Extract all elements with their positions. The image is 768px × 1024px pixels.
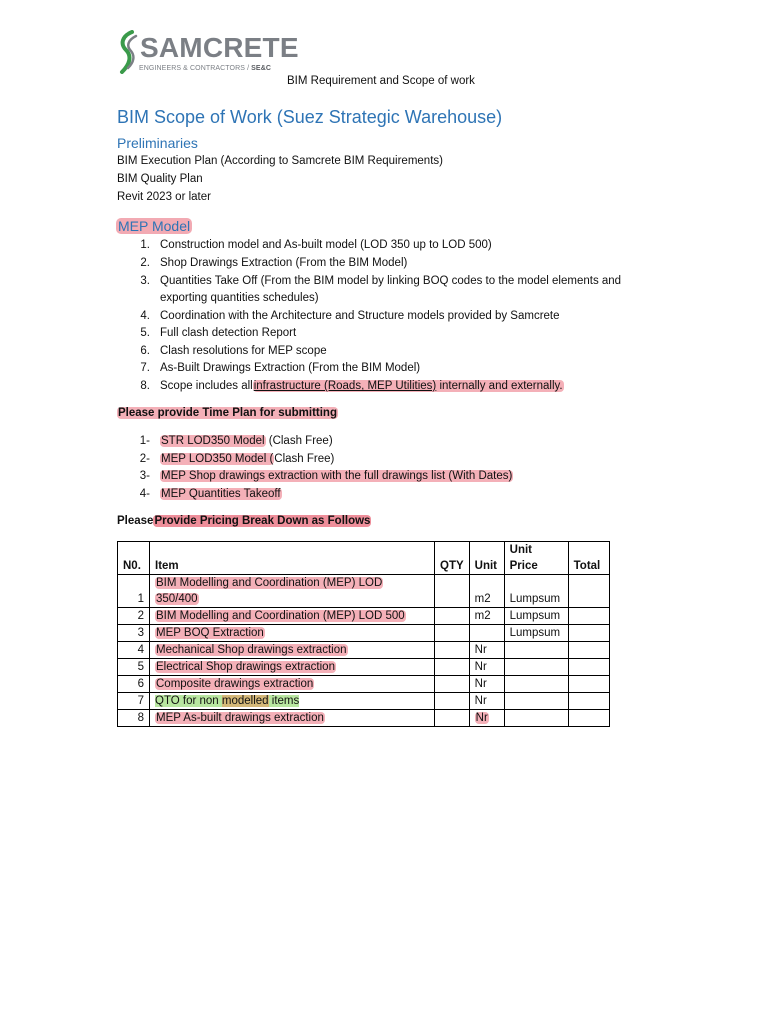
preliminaries-line: BIM Quality Plan: [117, 173, 203, 185]
logo-tagline: ENGINEERS & CONTRACTORS / SE&C: [139, 65, 272, 72]
pricing-table: [117, 541, 610, 727]
list-item: Quantities Take Off (From the BIM model by linking BOQ codes to the model elements and: [160, 275, 622, 287]
table-row: 4 Mechanical Shop drawings extraction Nr: [118, 642, 610, 659]
table-row: 2 BIM Modelling and Coordination (MEP) LOD 500 m2 Lumpsum: [118, 608, 610, 625]
list-number: 2.: [140, 257, 150, 269]
time-plan-heading: Please provide Time Plan for submitting: [118, 407, 337, 419]
list-item: Clash resolutions for MEP scope: [160, 345, 327, 357]
list-item: MEP Quantities Takeoff: [161, 488, 281, 500]
table-row: 1 BIM Modelling and Coordination (MEP) LOD 350/400 m2 Lumpsum: [118, 575, 610, 608]
preliminaries-line: BIM Execution Plan (According to Samcrete BIM Requirements): [117, 155, 443, 167]
table-header-row: [118, 542, 610, 575]
list-item: Coordination with the Architecture and Structure models provided by Samcrete: [160, 310, 560, 322]
table-row: 8 MEP As-built drawings extraction Nr: [118, 710, 610, 727]
list-item: MEP LOD350 Model (Clash Free): [161, 453, 335, 465]
list-item: Construction model and As-built model (LOD 350 up to LOD 500): [160, 239, 492, 251]
list-number: 1-: [139, 435, 150, 447]
pricing-heading: PleaseProvide Pricing Break Down as Follows: [117, 515, 371, 527]
table-row: 3 MEP BOQ Extraction Lumpsum: [118, 625, 610, 642]
preliminaries-heading: Preliminaries: [117, 135, 198, 151]
mep-model-heading: MEP Model: [118, 218, 191, 234]
list-number: 7.: [140, 362, 150, 374]
samcrete-s-icon: [116, 30, 140, 74]
col-header-item: Item: [150, 542, 435, 575]
list-number: 3.: [140, 275, 150, 287]
table-row: 6 Composite drawings extraction Nr: [118, 676, 610, 693]
logo-wordmark: SAMCRETE: [140, 32, 299, 63]
list-item: Shop Drawings Extraction (From the BIM Model): [160, 257, 408, 269]
list-number: 3-: [139, 470, 150, 482]
list-number: 8.: [140, 380, 150, 392]
col-header-no: N0.: [118, 542, 150, 575]
page-header: BIM Requirement and Scope of work: [287, 75, 475, 87]
list-number: 1.: [140, 239, 150, 251]
col-header-qty: QTY: [435, 542, 470, 575]
col-header-unit-price: Unit Price: [504, 542, 568, 575]
list-number: 6.: [140, 345, 150, 357]
list-item: Scope includes allinfrastructure (Roads, MEP Utilities) internally and externally.: [160, 380, 563, 392]
col-header-total: Total: [568, 542, 609, 575]
col-header-unit: Unit: [469, 542, 504, 575]
preliminaries-line: Revit 2023 or later: [117, 191, 211, 203]
list-number: 5.: [140, 327, 150, 339]
page-title: BIM Scope of Work (Suez Strategic Warehouse): [117, 107, 503, 127]
list-number: 4-: [139, 488, 150, 500]
list-item-continuation: exporting quantities schedules): [160, 292, 319, 304]
list-item: MEP Shop drawings extraction with the full drawings list (With Dates): [161, 470, 513, 482]
list-item: Full clash detection Report: [160, 327, 297, 339]
list-number: 4.: [140, 310, 150, 322]
list-item: STR LOD350 Model (Clash Free): [161, 435, 333, 447]
list-number: 2-: [139, 453, 150, 465]
list-item: As-Built Drawings Extraction (From the BIM Model): [160, 362, 421, 374]
table-row: 5 Electrical Shop drawings extraction Nr: [118, 659, 610, 676]
table-row: 7 QTO for non modelled items Nr: [118, 693, 610, 710]
